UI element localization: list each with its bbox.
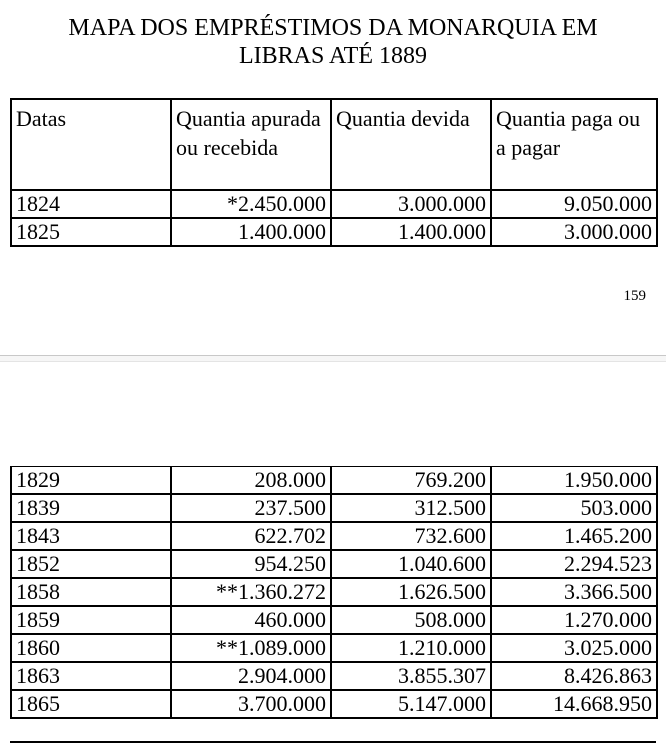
table-row: [11, 467, 657, 495]
cell-amount-paid: 14.668.950: [491, 690, 657, 718]
title-line-1: MAPA DOS EMPRÉSTIMOS DA MONARQUIA EM: [68, 15, 598, 41]
cell-date: 1824: [11, 190, 171, 218]
table-row: [11, 634, 657, 662]
cell-amount-owed: 508.000: [331, 606, 491, 634]
cell-amount-owed: 312.500: [331, 494, 491, 522]
cell-date: 1825: [11, 218, 171, 246]
document-title: [0, 14, 666, 70]
loans-table-page-1: [10, 98, 658, 247]
cell-amount-owed: 1.626.500: [331, 578, 491, 606]
cell-date: 1859: [11, 606, 171, 634]
cell-amount-paid: 3.366.500: [491, 578, 657, 606]
table-bottom-rule: [10, 741, 656, 743]
cell-amount-owed: 1.210.000: [331, 634, 491, 662]
cell-amount-paid: 9.050.000: [491, 190, 657, 218]
cell-amount-received: 460.000: [171, 606, 331, 634]
cell-amount-received: 3.700.000: [171, 690, 331, 718]
cell-amount-received: 1.400.000: [171, 218, 331, 246]
table-row: [11, 662, 657, 690]
cell-amount-owed: 769.200: [331, 467, 491, 495]
header-quantia-apurada: Quantia apurada ou recebida: [171, 99, 331, 190]
cell-amount-received: 237.500: [171, 494, 331, 522]
cell-amount-received: **1.360.272: [171, 578, 331, 606]
page-number: 159: [623, 288, 646, 304]
cell-amount-paid: 503.000: [491, 494, 657, 522]
cell-amount-paid: 2.294.523: [491, 550, 657, 578]
cell-date: 1843: [11, 522, 171, 550]
header-datas: Datas: [11, 99, 171, 190]
cell-amount-paid: 3.025.000: [491, 634, 657, 662]
table-row: [11, 690, 657, 718]
cell-amount-owed: 732.600: [331, 522, 491, 550]
cell-date: 1860: [11, 634, 171, 662]
cell-date: 1852: [11, 550, 171, 578]
cell-amount-received: *2.450.000: [171, 190, 331, 218]
cell-amount-owed: 5.147.000: [331, 690, 491, 718]
cell-amount-paid: 1.465.200: [491, 522, 657, 550]
table-header-row: [11, 99, 657, 190]
table-row: [11, 218, 657, 246]
loans-table-page-2: [10, 466, 658, 719]
header-quantia-devida: Quantia devida: [331, 99, 491, 190]
cell-amount-received: 2.904.000: [171, 662, 331, 690]
cell-amount-paid: 1.950.000: [491, 467, 657, 495]
cell-amount-owed: 3.000.000: [331, 190, 491, 218]
cell-amount-owed: 1.040.600: [331, 550, 491, 578]
title-line-2: LIBRAS ATÉ 1889: [238, 43, 427, 69]
cell-amount-paid: 3.000.000: [491, 218, 657, 246]
cell-date: 1858: [11, 578, 171, 606]
cell-amount-owed: 1.400.000: [331, 218, 491, 246]
table-row: [11, 494, 657, 522]
cell-amount-owed: 3.855.307: [331, 662, 491, 690]
table-row: [11, 190, 657, 218]
header-quantia-paga: Quantia paga ou a pagar: [491, 99, 657, 190]
cell-amount-received: 954.250: [171, 550, 331, 578]
cell-date: 1829: [11, 467, 171, 495]
cell-date: 1863: [11, 662, 171, 690]
page-break-divider: [0, 355, 666, 362]
cell-date: 1839: [11, 494, 171, 522]
cell-amount-received: 208.000: [171, 467, 331, 495]
cell-amount-paid: 1.270.000: [491, 606, 657, 634]
table-row: [11, 550, 657, 578]
table-row: [11, 606, 657, 634]
cell-amount-paid: 8.426.863: [491, 662, 657, 690]
cell-amount-received: 622.702: [171, 522, 331, 550]
cell-date: 1865: [11, 690, 171, 718]
table-row: [11, 522, 657, 550]
cell-amount-received: **1.089.000: [171, 634, 331, 662]
table-row: [11, 578, 657, 606]
